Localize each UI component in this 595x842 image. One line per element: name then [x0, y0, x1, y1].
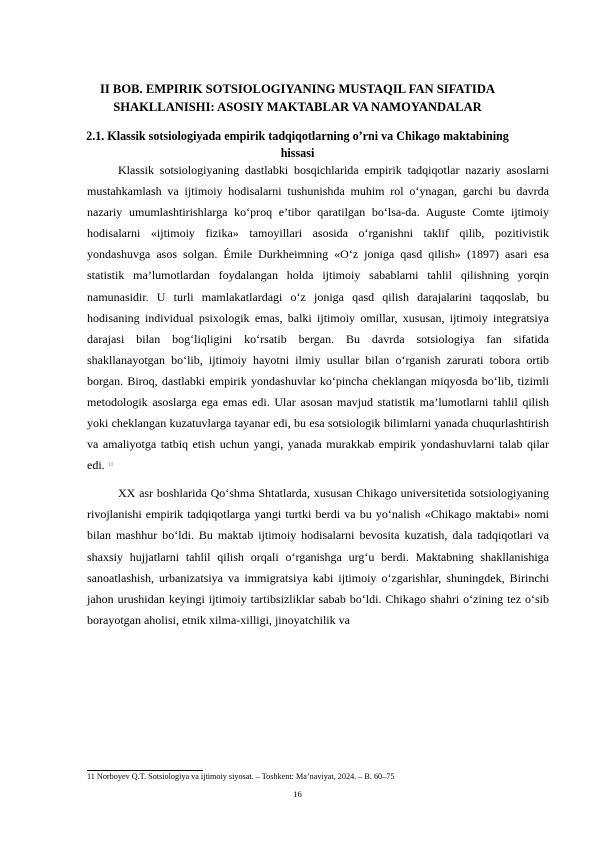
page-number: 16 — [293, 789, 302, 799]
paragraph-1-text: Klassik sotsiologiyaning dastlabki bosqichlarida empirik tadqiqotlar nazariy asoslarni mustahkamlash va ijtimoiy hodisalarni tushunishda muhim rol o‘ynagan, garchi bu davrda nazariy umumlashtirishlarga ko‘proq e’tibor qaratilgan bo‘lsa-da. Auguste Comte ijtimoiy hodisalarni «ijtimoiy fizika» tamoyillari asosida o‘rganishni taklif qilib, pozitivistik yondashuvga asos solgan. Émile Durkheimning «O‘z joniga qasd qilish» (1897) asari esa statistik ma’lumotlardan foydalangan holda ijtimoiy sabablarni tahlil qilishning yorqin namunasidir. U turli mamlakatlardagi o‘z joniga qasd qilish darajalarini taqqoslab, bu hodisaning individual psixologik emas, balki ijtimoiy omillar, xususan, ijtimoiy integratsiya darajasi bilan bog‘liqligini ko‘rsatib bergan. Bu davrda sotsiologiya fan sifatida shakllanayotgan bo‘lib, ijtimoiy hayotni ilmiy usullar bilan o‘rganish zarurati tobora ortib borgan. Biroq, dastlabki empirik yondashuvlar ko‘pincha cheklangan miqyosda bo‘lib, tizimli metodologik asoslarga ega emas edi. Ular asosan mavjud statistik ma’lumotlarni tahlil qilish yoki cheklangan kuzatuvlarga tayanar edi, bu esa sotsiologik bilimlarni yanada chuqurlashtirish va amaliyotga tatbiq etish uchun yangi, yanada murakkab empirik yondashuvlarni talab qilar edi. — [87, 163, 549, 473]
footnote: 11 Norboyev Q.T. Sotsiologiya va ijtimoiy siyosat. – Toshkent: Ma’naviyat, 2024. – B. 60–75 — [87, 772, 395, 781]
chapter-title: II BOB. EMPIRIK SOTSIOLOGIYANING MUSTAQIL FAN SIFATIDA SHAKLLANISHI: ASOSIY MAKTABLAR VA NAMOYANDALAR — [99, 82, 496, 114]
paragraph-2-text: XX asr boshlarida Qo‘shma Shtatlarda, xususan Chikago universitetida sotsiologiyaning rivojlanishi empirik tadqiqotlarga yangi turtki berdi va bu yo‘nalish «Chikago maktabi» nomi bilan mashhur bo‘ldi. Bu maktab ijtimoiy hodisalarni bevosita kuzatish, dala tadqiqotlari va shaxsiy hujjatlarni tahlil qilish orqali o‘rganishga urg‘u berdi. Maktabning shakllanishiga sanoatlashish, urbanizatsiya va immigratsiya kabi ijtimoiy o‘zgarishlar, shuningdek, Birinchi jahon urushidan keyingi ijtimoiy tartibsizliklar sabab bo‘ldi. Chikago shahri o‘zining tez o‘sib borayotgan aholisi, etnik xilma-xilligi, jinoyatchilik va — [87, 486, 549, 628]
footnote-reference[interactable]: 11 — [107, 462, 114, 469]
paragraph-1 — [87, 160, 549, 476]
section-title: 2.1. Klassik sotsiologiyada empirik tadqiqotlarning o’rni va Chikago maktabining hissasi — [86, 129, 509, 160]
paragraph-2 — [87, 483, 549, 631]
